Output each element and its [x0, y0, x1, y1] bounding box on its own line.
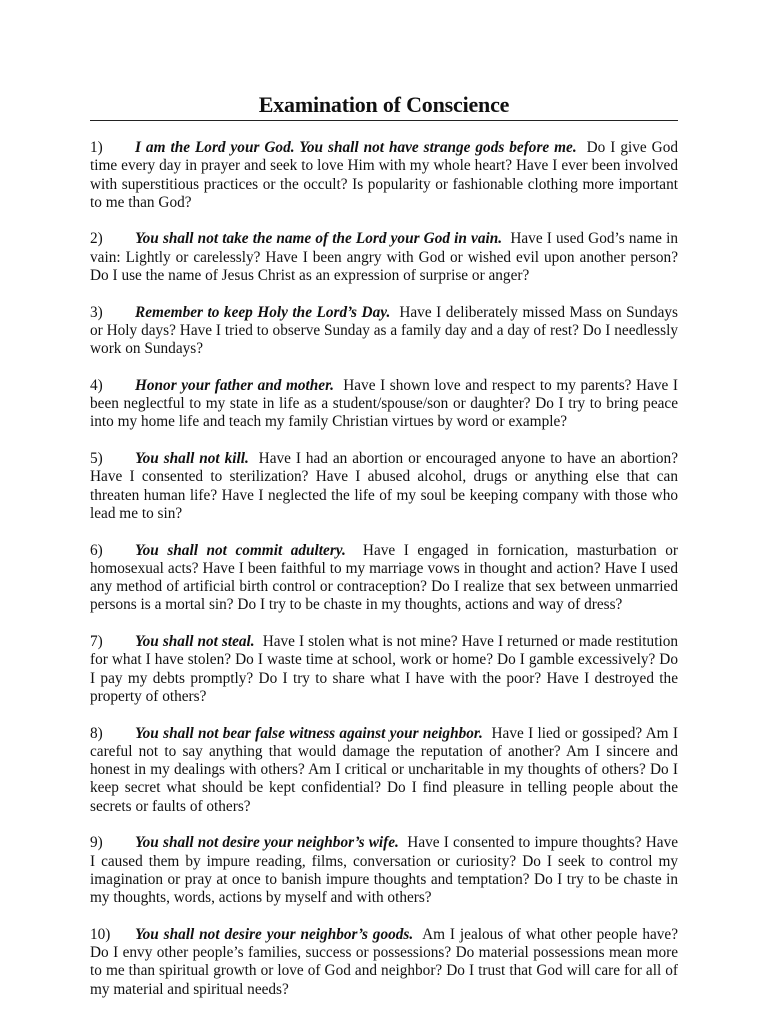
document-title: Examination of Conscience	[258, 92, 510, 117]
commandment-text: Remember to keep Holy the Lord’s Day.	[135, 303, 391, 321]
examination-questions: Do I give God time every day in prayer and seek to love Him with my whole heart? Have I ever been involved with superstitious practices or the occult? Is popularity or fashionable clothing more important to me than God?	[90, 139, 679, 211]
examination-questions: Have I deliberately missed Mass on Sundays or Holy days? Have I tried to observe Sunday as a family day and a day of rest? Do I needlessly work on Sundays?	[90, 303, 678, 358]
item-number: 5)	[90, 450, 103, 468]
commandment-item-4	[90, 377, 678, 432]
document-page	[90, 92, 678, 1017]
commandment-item-6	[90, 542, 678, 615]
examination-questions: Am I jealous of what other people have? Do I envy other people’s families, success or possessions? Do material possessions mean more to me than spiritual growth or love of God and neighbor? Do I trust that God will care for all of my material and spiritual needs?	[90, 925, 678, 998]
commandment-item-9	[90, 834, 678, 907]
commandment-text: I am the Lord your God. You shall not have strange gods before me.	[135, 139, 577, 156]
commandment-text: You shall not commit adultery.	[135, 541, 346, 559]
commandment-text: You shall not desire your neighbor’s wife.	[135, 834, 399, 852]
examination-questions: Have I engaged in fornication, masturbation or homosexual acts? Have I been faithful to my marriage vows in thought and action? Have I used any method of artificial birth control or contraception? Do I realize that sex between unmarried persons is a mortal sin? Do I try to be chaste in my thoughts, actions and way of dress?	[90, 541, 678, 614]
commandment-item-7	[90, 633, 678, 706]
commandment-item-5	[90, 450, 678, 523]
commandment-text: You shall not kill.	[135, 450, 249, 468]
item-number: 3)	[90, 303, 103, 321]
commandment-text: Honor your father and mother.	[135, 376, 335, 394]
title-block	[90, 92, 678, 121]
item-number: 9)	[90, 834, 103, 852]
commandment-text: You shall not steal.	[135, 633, 255, 651]
examination-questions: Have I consented to impure thoughts? Have I caused them by impure reading, films, conversation or curiosity? Do I seek to control my imagination or pray at once to banish impure thoughts and temptation? Do I try to be chaste in my thoughts, words, actions by myself and with others?	[90, 834, 679, 907]
commandment-item-10	[90, 926, 678, 999]
item-number: 10)	[90, 925, 111, 943]
commandment-item-2	[90, 230, 678, 285]
item-number: 4)	[90, 376, 103, 394]
item-number: 2)	[90, 230, 103, 248]
commandment-item-1	[90, 139, 678, 212]
commandment-item-3	[90, 304, 678, 359]
commandment-item-8	[90, 725, 678, 816]
commandment-text: You shall not take the name of the Lord your God in vain.	[135, 230, 503, 248]
examination-questions: Have I shown love and respect to my parents? Have I been neglectful to my state in life as a student/spouse/son or daughter? Do I try to bring peace into my home life and teach my family Christian virtues by word or example?	[90, 376, 678, 431]
examination-questions: Have I lied or gossiped? Am I careful not to say anything that would damage the reputation of another? Am I sincere and honest in my dealings with others? Am I critical or uncharitable in my thoughts of others? Do I keep secret what should be kept confidential? Do I find pleasure in telling people about the secrets or faults of others?	[90, 724, 678, 815]
examination-questions: Have I had an abortion or encouraged anyone to have an abortion? Have I consented to sterilization? Have I abused alcohol, drugs or anything else that can threaten human life? Have I neglected the life of my soul be keeping company with those who lead me to sin?	[90, 450, 678, 522]
examination-questions: Have I used God’s name in vain: Lightly or carelessly? Have I been angry with God or wished evil upon another person? Do I use the name of Jesus Christ as an expression of surprise or anger?	[90, 230, 678, 285]
examination-questions: Have I stolen what is not mine? Have I returned or made restitution for what I have stolen? Do I waste time at school, work or home? Do I gamble excessively? Do I pay my debts promptly? Do I try to share what I have with the poor? Have I destroyed the property of others?	[90, 633, 679, 705]
item-number: 1)	[90, 139, 103, 156]
item-number: 7)	[90, 633, 103, 651]
item-number: 8)	[90, 724, 103, 742]
commandment-text: You shall not desire your neighbor’s goods.	[135, 925, 414, 943]
commandments-list	[90, 139, 678, 999]
commandment-text: You shall not bear false witness against your neighbor.	[135, 724, 483, 742]
item-number: 6)	[90, 541, 103, 559]
